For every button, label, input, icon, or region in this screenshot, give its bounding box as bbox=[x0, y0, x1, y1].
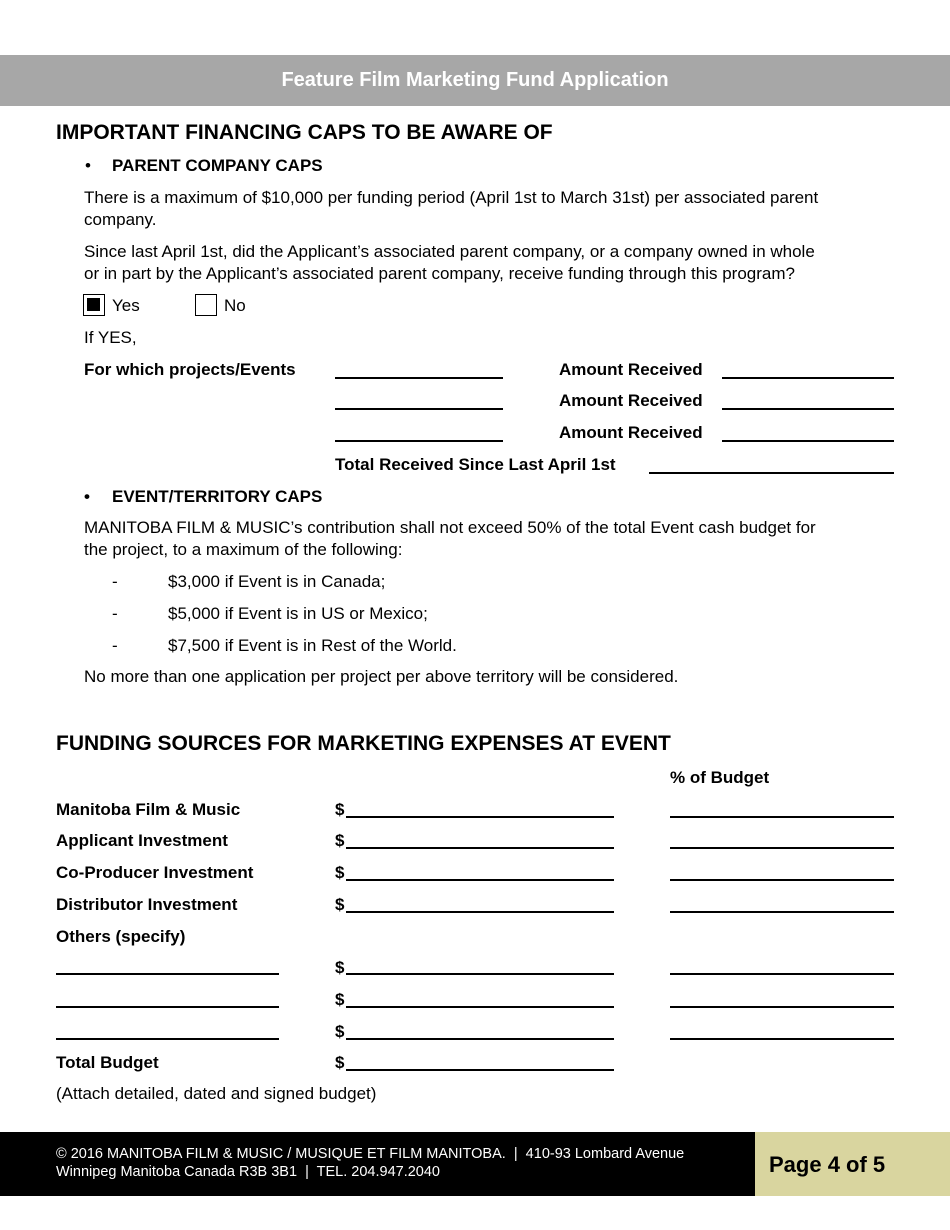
yes-checkbox[interactable] bbox=[83, 294, 105, 316]
total-budget-field[interactable] bbox=[346, 1069, 614, 1071]
caps-heading: IMPORTANT FINANCING CAPS TO BE AWARE OF bbox=[56, 121, 553, 144]
percent-field[interactable] bbox=[670, 911, 894, 913]
footer-address-line2: Winnipeg Manitoba Canada R3B 3B1 | TEL. 204.947.2040 bbox=[56, 1164, 440, 1180]
funding-row-label: Co-Producer Investment bbox=[56, 863, 254, 882]
percent-field[interactable] bbox=[670, 973, 894, 975]
total-received-label: Total Received Since Last April 1st bbox=[335, 455, 616, 474]
percent-field[interactable] bbox=[670, 1038, 894, 1040]
event-caps-text-line1: MANITOBA FILM & MUSIC’s contribution shall not exceed 50% of the total Event cash budget for bbox=[84, 518, 816, 537]
total-received-field[interactable] bbox=[649, 472, 894, 474]
list-item: $3,000 if Event is in Canada; bbox=[168, 572, 386, 591]
dollar-sign: $ bbox=[335, 990, 345, 1009]
amount-field[interactable] bbox=[346, 879, 614, 881]
list-dash: - bbox=[112, 636, 118, 655]
parent-caps-text-line1: There is a maximum of $10,000 per funding period (April 1st to March 31st) per associated parent bbox=[84, 188, 819, 207]
amount-field[interactable] bbox=[346, 911, 614, 913]
others-label: Others (specify) bbox=[56, 927, 186, 946]
percent-field[interactable] bbox=[670, 1006, 894, 1008]
parent-caps-text-line2: company. bbox=[84, 210, 157, 229]
list-dash: - bbox=[112, 572, 118, 591]
no-label: No bbox=[224, 296, 246, 315]
amount-field[interactable] bbox=[346, 1038, 614, 1040]
other-source-field[interactable] bbox=[56, 1038, 279, 1040]
list-item: $7,500 if Event is in Rest of the World. bbox=[168, 636, 457, 655]
other-source-field[interactable] bbox=[56, 973, 279, 975]
list-item: $5,000 if Event is in US or Mexico; bbox=[168, 604, 428, 623]
dollar-sign: $ bbox=[335, 895, 345, 914]
total-budget-label: Total Budget bbox=[56, 1053, 159, 1072]
dollar-sign: $ bbox=[335, 863, 345, 882]
funding-row-label: Applicant Investment bbox=[56, 831, 228, 850]
page-number: Page 4 of 5 bbox=[769, 1152, 886, 1177]
percent-field[interactable] bbox=[670, 816, 894, 818]
parent-question-line2: or in part by the Applicant’s associated parent company, receive funding through this program? bbox=[84, 264, 795, 283]
amount-received-field[interactable] bbox=[722, 377, 894, 379]
projects-label: For which projects/Events bbox=[84, 360, 296, 379]
amount-received-label: Amount Received bbox=[559, 360, 703, 379]
event-caps-title: EVENT/TERRITORY CAPS bbox=[112, 487, 323, 506]
bullet-icon: • bbox=[85, 156, 91, 175]
attach-budget-note: (Attach detailed, dated and signed budget) bbox=[56, 1084, 377, 1103]
if-yes-label: If YES, bbox=[84, 328, 137, 347]
percent-field[interactable] bbox=[670, 879, 894, 881]
project-field[interactable] bbox=[335, 408, 503, 410]
footer-address-line1: © 2016 MANITOBA FILM & MUSIC / MUSIQUE ET FILM MANITOBA. | 410-93 Lombard Avenue bbox=[56, 1146, 685, 1162]
amount-received-field[interactable] bbox=[722, 408, 894, 410]
dollar-sign: $ bbox=[335, 958, 345, 977]
dollar-sign: $ bbox=[335, 831, 345, 850]
project-field[interactable] bbox=[335, 377, 503, 379]
amount-received-label: Amount Received bbox=[559, 423, 703, 442]
parent-caps-title: PARENT COMPANY CAPS bbox=[112, 156, 323, 175]
funding-heading: FUNDING SOURCES FOR MARKETING EXPENSES AT EVENT bbox=[56, 732, 671, 755]
amount-field[interactable] bbox=[346, 1006, 614, 1008]
project-field[interactable] bbox=[335, 440, 503, 442]
event-caps-note: No more than one application per project per above territory will be considered. bbox=[84, 667, 679, 686]
funding-row-label: Manitoba Film & Music bbox=[56, 800, 241, 819]
document-title: Feature Film Marketing Fund Application bbox=[281, 69, 669, 91]
bullet-icon: • bbox=[84, 487, 90, 506]
amount-field[interactable] bbox=[346, 973, 614, 975]
other-source-field[interactable] bbox=[56, 1006, 279, 1008]
amount-field[interactable] bbox=[346, 847, 614, 849]
dollar-sign: $ bbox=[335, 1053, 345, 1072]
percent-budget-header: % of Budget bbox=[670, 768, 770, 787]
dollar-sign: $ bbox=[335, 800, 345, 819]
percent-field[interactable] bbox=[670, 847, 894, 849]
amount-received-label: Amount Received bbox=[559, 391, 703, 410]
funding-row-label: Distributor Investment bbox=[56, 895, 238, 914]
parent-question-line1: Since last April 1st, did the Applicant’s associated parent company, or a company owned in whole bbox=[84, 242, 815, 261]
dollar-sign: $ bbox=[335, 1022, 345, 1041]
amount-received-field[interactable] bbox=[722, 440, 894, 442]
amount-field[interactable] bbox=[346, 816, 614, 818]
no-checkbox[interactable] bbox=[195, 294, 217, 316]
list-dash: - bbox=[112, 604, 118, 623]
event-caps-text-line2: the project, to a maximum of the following: bbox=[84, 540, 403, 559]
yes-label: Yes bbox=[112, 296, 140, 315]
